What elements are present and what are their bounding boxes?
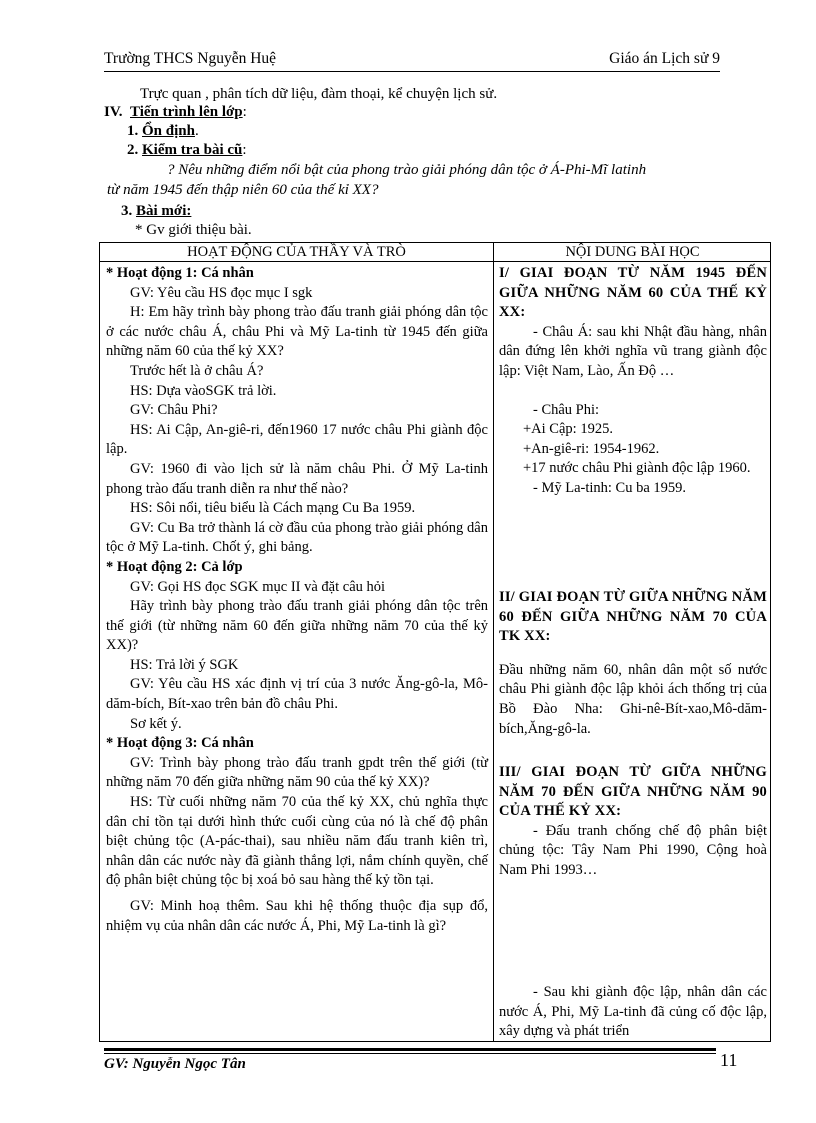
section-1-line: +Ai Cập: 1925. <box>523 421 613 438</box>
activity-3-line: HS: Từ cuối những năm 70 của thế kỷ XX, chủ nghĩa thực dân chỉ tồn tại dưới hình thức cuối cùng của nó là chế độ phân biệt chủng tộc (A-pác-thai), sau nhiều năm đấu tranh kiên trì, nhân dân các nước này đã giành thắng lợi, nắm chính quyền, chế độ phân biệt chủng tộc bị xoá bỏ sau hàng thế kỷ tồn tại. <box>106 794 488 889</box>
step-2-title: Kiểm tra bài cũ <box>142 142 243 158</box>
activity-2-line: Hãy trình bày phong trào đấu tranh giải phóng dân tộc trên thế giới (từ những năm 60 đến giữa những năm 70 của thế kỷ XX)? <box>106 598 488 654</box>
section-3-line: - Sau khi giành độc lập, nhân dân các nước Á, Phi, Mỹ La-tinh đã củng cố độc lập, xây dựng và phát triển <box>499 984 767 1040</box>
step-1: 1. Ổn định. <box>127 123 199 139</box>
activity-2-line: GV: Yêu cầu HS xác định vị trí của 3 nước Ăng-gô-la, Mô-dăm-bích, Bít-xao trên bản đồ châu Phi. <box>106 676 488 713</box>
activity-3-line: GV: Minh hoạ thêm. Sau khi hệ thống thuộc địa sụp đổ, nhiệm vụ của nhân dân các nước Á, Phi, Mỹ La-tinh là gì? <box>106 898 488 934</box>
activity-1-line: HS: Dựa vàoSGK trả lời. <box>130 382 277 399</box>
footer-rule <box>104 1048 716 1051</box>
section-1-line: - Châu Phi: <box>533 401 600 418</box>
review-question-line2: từ năm 1945 đến thập niên 60 của thế kỉ XX? <box>107 182 379 198</box>
school-name: Trường THCS Nguyễn Huệ <box>104 50 277 67</box>
right-column-part4 <box>499 983 767 1042</box>
activity-3-line: GV: Trình bày phong trào đấu tranh gpdt trên thế giới (từ những năm 70 đến giữa những năm 90 của thế kỷ XX)? <box>106 754 488 791</box>
activity-2-line: GV: Gọi HS đọc SGK mục II và đặt câu hỏi <box>130 578 386 595</box>
step-3: 3. Bài mới: <box>121 203 192 219</box>
section-iv: IV. Tiến trình lên lớp: <box>104 104 247 120</box>
section-2-heading: II/ GIAI ĐOẠN TỪ GIỮA NHỮNG NĂM 60 ĐẾN GIỮA NHỮNG NĂM 70 CỦA TK XX: <box>499 589 767 645</box>
subject-title: Giáo án Lịch sử 9 <box>609 50 720 67</box>
section-3-line: - Đấu tranh chống chế độ phân biệt chủng tộc: Tây Nam Phi 1990, Cộng hoà Nam Phi 1993… <box>499 822 767 878</box>
activity-2-line: Sơ kết ý. <box>130 715 182 732</box>
activity-2-line: HS: Trả lời ý SGK <box>130 656 239 673</box>
page-number: 11 <box>720 1050 738 1070</box>
section-1-line: +17 nước châu Phi giành độc lập 1960. <box>523 460 751 477</box>
right-column-part1 <box>499 264 767 499</box>
col-header-activities: HOẠT ĐỘNG CỦA THẦY VÀ TRÒ <box>187 244 406 260</box>
activity-2-title: * Hoạt động 2: Cả lớp <box>106 558 243 575</box>
activity-3-title: * Hoạt động 3: Cá nhân <box>106 735 254 752</box>
activity-1-line: GV: Yêu cầu HS đọc mục I sgk <box>130 284 313 301</box>
column-divider <box>493 243 494 1041</box>
activity-1-line: HS: Ai Cập, An-giê-ri, đến1960 17 nước châu Phi giành độc lập. <box>106 421 488 458</box>
left-column <box>106 264 488 936</box>
activity-1-line: H: Em hãy trình bày phong trào đấu tranh giải phóng dân tộc ở các nước châu Á, châu Phi và Mỹ La-tinh từ 1945 đến giữa những năm 60 của thế kỷ XX? <box>106 304 488 360</box>
intro-note: * Gv giới thiệu bài. <box>135 222 252 238</box>
section-1-line: - Mỹ La-tinh: Cu ba 1959. <box>533 479 687 496</box>
activity-1-line: GV: Cu Ba trở thành lá cờ đầu của phong trào giải phóng dân tộc ở Mỹ La-tinh. Chốt ý, ghi bảng. <box>106 519 488 556</box>
section-iv-title: Tiến trình lên lớp <box>130 104 243 120</box>
section-3-heading: III/ GIAI ĐOẠN TỪ GIỮA NHỮNG NĂM 70 ĐẾN GIỮA NHỮNG NĂM 90 CỦA THẾ KỶ XX: <box>499 764 767 820</box>
step-3-title: Bài mới: <box>136 203 192 219</box>
footer-rule-thin <box>104 1053 716 1054</box>
header-divider <box>100 261 770 262</box>
section-1-heading: I/ GIAI ĐOẠN TỪ NĂM 1945 ĐẾN GIỮA NHỮNG NĂM 60 CỦA THẾ KỶ XX: <box>499 265 767 321</box>
section-1-line: +An-giê-ri: 1954-1962. <box>523 440 660 457</box>
lesson-table <box>99 242 771 1042</box>
page-header <box>104 46 720 72</box>
col-header-content: NỘI DUNG BÀI HỌC <box>565 244 700 260</box>
review-question-line1: ? Nêu những điểm nổi bật của phong trào giải phóng dân tộc ở Á-Phi-Mĩ latinh <box>167 162 647 178</box>
right-column-part2 <box>499 588 767 739</box>
activity-1-title: * Hoạt động 1: Cá nhân <box>106 265 254 281</box>
activity-1-line: Trước hết là ở châu Á? <box>130 362 264 379</box>
teaching-methods: Trực quan , phân tích dữ liệu, đàm thoại, kể chuyện lịch sử. <box>140 86 498 102</box>
right-column-part3 <box>499 763 767 881</box>
step-2: 2. Kiểm tra bài cũ: <box>127 142 247 158</box>
activity-1-line: HS: Sôi nổi, tiêu biểu là Cách mạng Cu Ba 1959. <box>130 500 416 517</box>
step-1-title: Ổn định <box>142 123 195 139</box>
header-rule <box>104 71 720 72</box>
activity-1-line: GV: 1960 đi vào lịch sử là năm châu Phi. Ở Mỹ La-tinh phong trào đấu tranh diễn ra như thế nào? <box>106 460 488 497</box>
activity-1-line: GV: Châu Phi? <box>130 402 218 419</box>
section-1-line: - Châu Á: sau khi Nhật đầu hàng, nhân dân đứng lên khởi nghĩa vũ trang giành độc lập: Việt Nam, Lào, Ấn Độ … <box>499 323 767 379</box>
section-2-line: Đầu những năm 60, nhân dân một số nước châu Phi giành độc lập khỏi ách thống trị của Bồ Đào Nha: Ghi-nê-Bít-xao,Mô-dăm-bích,Ăng-gô-la. <box>499 661 767 737</box>
teacher-name: GV: Nguyễn Ngọc Tân <box>104 1056 246 1072</box>
